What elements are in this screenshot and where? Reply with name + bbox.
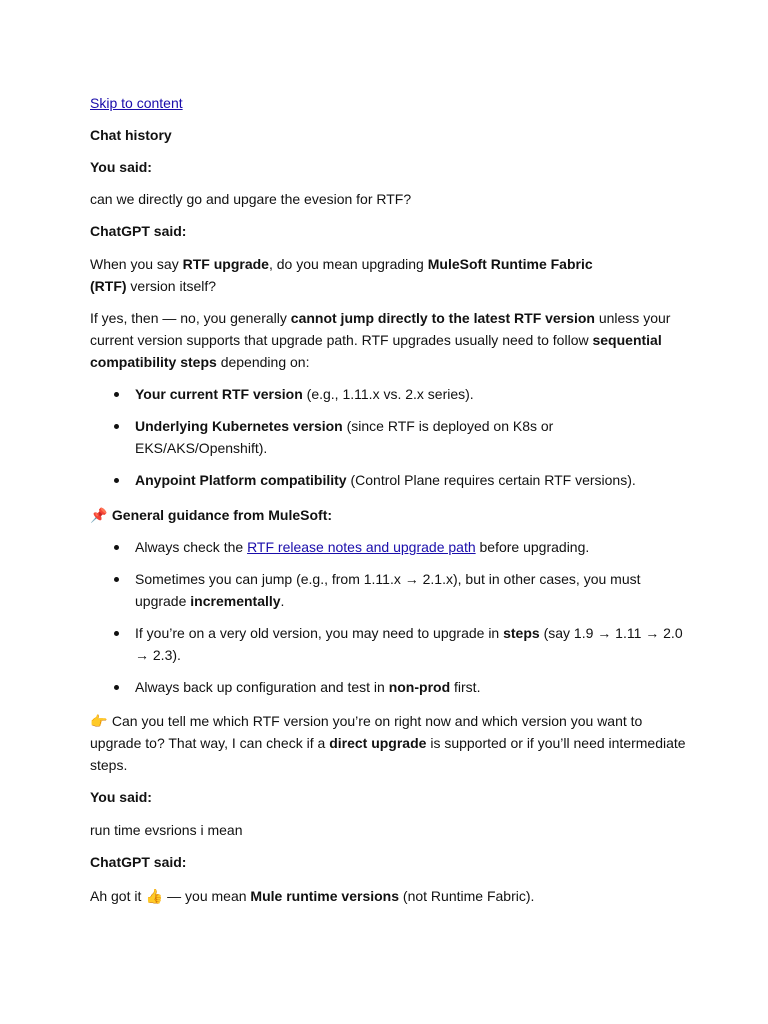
list-item: Anypoint Platform compatibility (Control Plane requires certain RTF versions). [135,469,690,491]
thumbs-up-icon: 👍 [145,888,163,904]
list-item: Your current RTF version (e.g., 1.11.x vs. 2.x series). [135,383,690,405]
skip-to-content-link[interactable]: Skip to content [90,95,183,111]
bullet-list [90,536,690,698]
user-message: run time evsrions i mean [90,822,243,838]
list-item: Sometimes you can jump (e.g., from 1.11.x → 2.1.x), but in other cases, you must upgrade incrementally. [135,568,690,612]
chatgpt-said-label: ChatGPT said: [90,223,187,239]
pushpin-icon: 📌 [90,507,108,523]
assistant-paragraph: Ah got it 👍 — you mean Mule runtime versions (not Runtime Fabric). [90,885,690,907]
bullet-list [90,383,690,491]
pointing-hand-icon: 👉 [90,713,108,729]
you-said-label: You said: [90,789,152,805]
guidance-heading: 📌 General guidance from MuleSoft: [90,504,690,526]
chatgpt-said-label: ChatGPT said: [90,854,187,870]
you-said-label: You said: [90,159,152,175]
list-item: If you’re on a very old version, you may need to upgrade in steps (say 1.9 → 1.11 → 2.0 → 2.3). [135,622,690,666]
chat-history-heading: Chat history [90,127,172,143]
list-item: Underlying Kubernetes version (since RTF is deployed on K8s or EKS/AKS/Openshift). [135,415,690,459]
list-item: Always back up configuration and test in non-prod first. [135,676,690,698]
assistant-paragraph: If yes, then — no, you generally cannot jump directly to the latest RTF version unless your current version supports that upgrade path. RTF upgrades usually need to follow sequential compatibility steps depending on: [90,310,671,370]
assistant-paragraph: 👉 Can you tell me which RTF version you’re on right now and which version you want to upgrade to? That way, I can check if a direct upgrade is supported or if you’ll need intermediate steps. [90,710,690,776]
assistant-paragraph: When you say RTF upgrade, do you mean upgrading MuleSoft Runtime Fabric (RTF) version itself? [90,256,593,294]
chat-transcript [90,92,690,907]
user-message: can we directly go and upgare the evesion for RTF? [90,191,412,207]
release-notes-link[interactable]: RTF release notes and upgrade path [247,539,476,555]
list-item: Always check the RTF release notes and upgrade path before upgrading. [135,536,690,558]
